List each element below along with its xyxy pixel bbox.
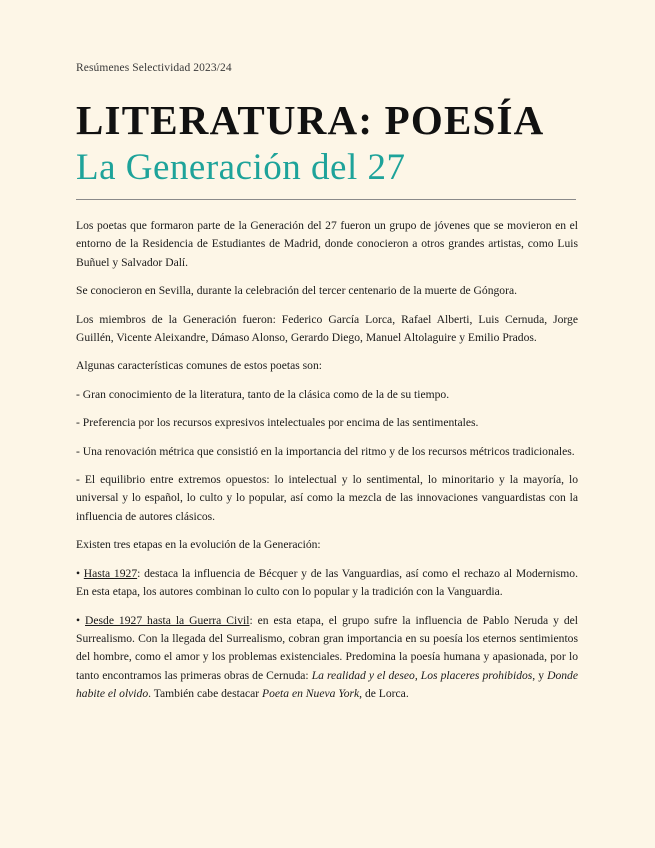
header-label: Resúmenes Selectividad 2023/24 <box>76 62 232 74</box>
stage-item <box>76 612 578 704</box>
separator: , <box>414 668 421 682</box>
stage-label: Hasta 1927 <box>83 566 138 580</box>
paragraph-meeting: Se conocieron en Sevilla, durante la celebración del tercer centenario de la muerte de Góngora. <box>76 284 517 298</box>
stage-item <box>76 565 578 602</box>
paragraph-members: Los miembros de la Generación fueron: Federico García Lorca, Rafael Alberti, Luis Cernuda, Jorge Guillén, Vicente Aleixandre, Dámaso Alonso, Gerardo Diego, Manuel Altolaguire y Emilio Prados. <box>76 312 578 345</box>
work-title: Los placeres prohibidos <box>420 668 533 682</box>
stage-text: . También cabe destacar <box>148 687 263 701</box>
document-body <box>76 217 578 714</box>
page-title: LITERATURA: POESÍA <box>76 97 545 143</box>
paragraph-stages-intro: Existen tres etapas en la evolución de la Generación: <box>76 538 321 552</box>
characteristic-item: - Una renovación métrica que consistió en la importancia del ritmo y de los recursos métricos tradicionales. <box>76 444 575 458</box>
work-title: Poeta en Nueva York <box>262 687 360 701</box>
stage-text: : destaca la influencia de Bécquer y de las Vanguardias, así como el rechazo al Modernismo. En esta etapa, los autores combinan lo culto con lo popular y la tradición con la Vanguardia. <box>76 566 578 599</box>
stage-label: Desde 1927 hasta la Guerra Civil <box>85 613 250 627</box>
bullet: • <box>76 566 84 580</box>
characteristic-item: - Gran conocimiento de la literatura, tanto de la clásica como de la de su tiempo. <box>76 387 450 401</box>
stage-text: : en esta etapa, el grupo sufre la influencia de Pablo Neruda y del Surrealismo. Con la llegada del Surrealismo, cobran gran importancia en su poesía los eternos sentimientos del hombre, como el amor y los problemas existenciales. Predomina la poesía humana y apasionada, por lo tanto encontramos las primeras obras de Cernuda: <box>76 613 579 682</box>
stage-text: , de Lorca. <box>359 687 409 701</box>
characteristic-item: - El equilibrio entre extremos opuestos: lo intelectual y lo sentimental, lo minoritario y la mayoría, lo universal y lo español, lo culto y lo popular, así como la mezcla de las innovaciones vanguardistas con la influencia de autores clásicos. <box>76 473 578 523</box>
separator: , y <box>532 668 548 682</box>
characteristic-item: - Preferencia por los recursos expresivos intelectuales por encima de las sentimentales. <box>76 416 479 430</box>
work-title: Donde habite el olvido <box>76 668 578 701</box>
bullet: • <box>76 613 86 627</box>
title-divider <box>76 199 576 200</box>
page-subtitle: La Generación del 27 <box>76 147 406 188</box>
paragraph-intro: Los poetas que formaron parte de la Generación del 27 fueron un grupo de jóvenes que se movieron en el entorno de la Residencia de Estudiantes de Madrid, donde conocieron a otros grandes artistas, como Luis Buñuel y Salvador Dalí. <box>76 219 578 269</box>
work-title: La realidad y el deseo <box>311 668 415 682</box>
paragraph-characteristics-intro: Algunas características comunes de estos poetas son: <box>76 359 322 373</box>
